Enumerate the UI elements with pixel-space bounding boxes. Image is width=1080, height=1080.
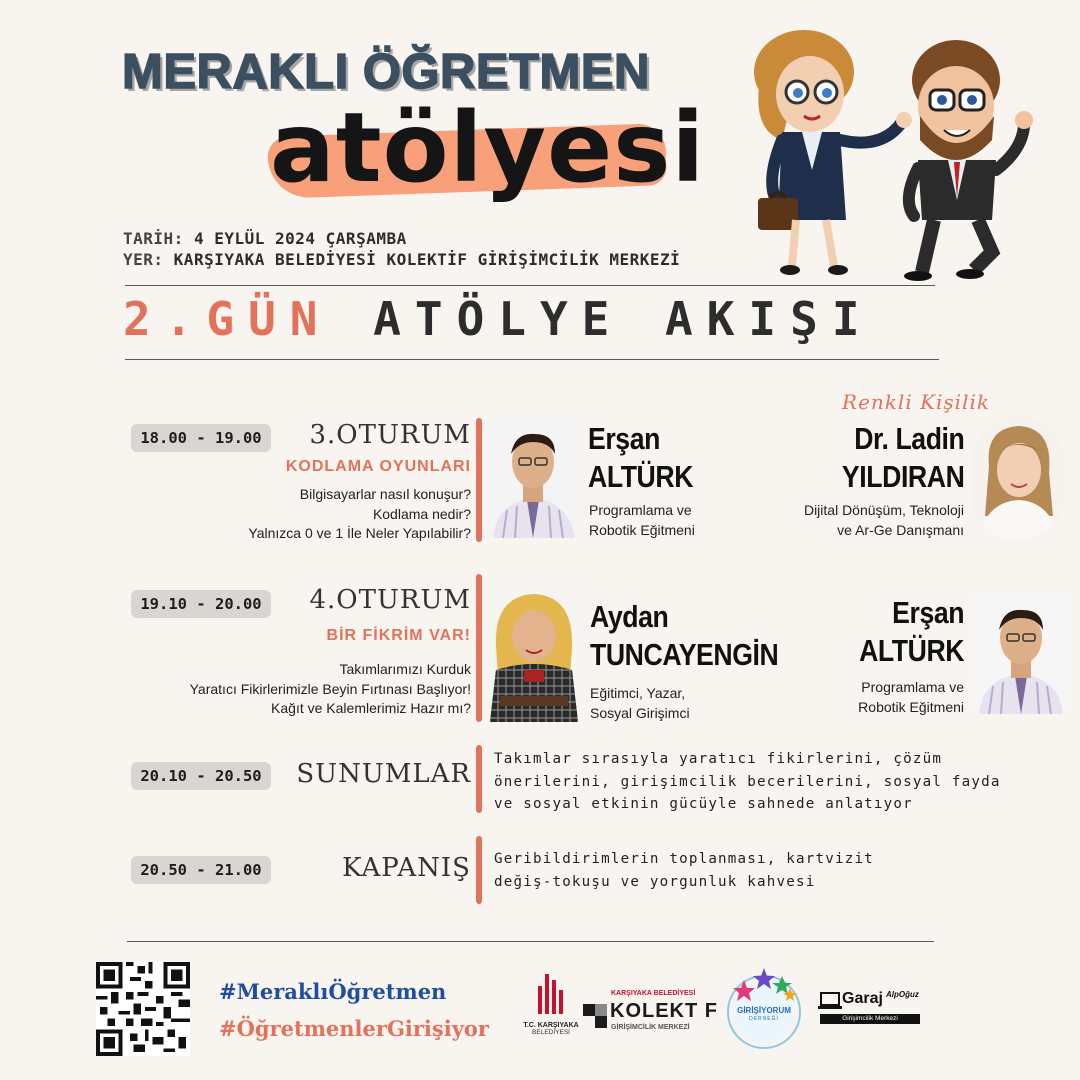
speaker-photo-ersan: [487, 418, 580, 538]
hashtag-ogretmenler-girisiyor[interactable]: #ÖğretmenlerGirişiyor: [219, 1016, 489, 1041]
role-line: Dijital Dönüşüm, Teknoloji: [803, 502, 964, 518]
session-time-pill: 20.10 - 20.50: [131, 762, 271, 790]
speaker-role: [858, 677, 964, 717]
speaker-last-name: TUNCAYENGİN: [590, 637, 779, 672]
place-label: YER:: [123, 250, 164, 269]
workshop-title-main: atölyesi: [270, 92, 706, 204]
garaj-logo-tag: AlpOğuz: [886, 990, 919, 999]
workshop-title-top: MERAKLI ÖĞRETMEN: [122, 45, 650, 99]
speaker-role: [590, 683, 690, 723]
timeline-bar: [476, 574, 482, 722]
speaker-first-name: Erşan: [588, 421, 660, 456]
role-line: Programlama ve: [861, 679, 964, 695]
kolektif-logo-main: KOLEKT F: [610, 1000, 718, 1022]
divider-under-title: [125, 359, 939, 360]
timeline-bar: [476, 745, 482, 813]
role-line: Robotik Eğitmeni: [589, 522, 695, 538]
laptop-icon: [818, 992, 842, 1010]
speaker-name: [588, 420, 693, 496]
date-label: TARİH:: [123, 229, 184, 248]
session-questions: [190, 660, 471, 719]
session-title: KAPANIŞ: [342, 853, 471, 883]
speaker-photo-aydan: [486, 586, 582, 722]
role-line: ve Ar-Ge Danışmanı: [837, 522, 964, 538]
description-line: önerilerini, girişimcilik becerilerini, sosyal fayda: [494, 773, 1001, 790]
speaker-first-name: Dr. Ladin: [853, 421, 964, 456]
qr-code[interactable]: [96, 962, 190, 1056]
question-line: Yalnızca 0 ve 1 İle Neler Yapılabilir?: [248, 525, 471, 541]
question-line: Takımlarımızı Kurduk: [339, 661, 471, 677]
day-number: 2.GÜN: [123, 292, 332, 346]
kolektif-logo-top: KARŞIYAKA BELEDİYESİ: [611, 990, 696, 997]
session-title: 4.OTURUM: [309, 585, 471, 615]
speaker-name: [590, 598, 778, 674]
question-line: Bilgisayarlar nasıl konuşur?: [299, 486, 471, 502]
speaker-role: [804, 500, 964, 540]
event-date: [123, 229, 407, 248]
speaker-last-name: ALTÜRK: [858, 633, 964, 668]
role-line: Robotik Eğitmeni: [858, 699, 964, 715]
session-description: [494, 848, 874, 893]
question-line: Kodlama nedir?: [372, 505, 471, 522]
kolektif-logo: [583, 990, 718, 1036]
girisiyorum-dernegi-logo: [724, 966, 804, 1050]
karsiyaka-belediyesi-logo: [515, 972, 587, 1048]
garaj-alpoguz-logo: [818, 990, 922, 1026]
timeline-bar: [476, 836, 482, 904]
date-value: 4 EYLÜL 2024 ÇARŞAMBA: [193, 229, 407, 248]
karsiyaka-logo-line1: T.C. KARŞIYAKA: [523, 1022, 579, 1029]
session-time-pill: 18.00 - 19.00: [131, 424, 271, 452]
speaker-first-name: Erşan: [892, 595, 964, 630]
speaker-photo-ladin: [971, 416, 1065, 540]
session-time-pill: 19.10 - 20.00: [131, 590, 271, 618]
timeline-bar: [476, 418, 482, 542]
description-line: değiş-tokuşu ve yorgunluk kahvesi: [494, 873, 816, 890]
kolektif-logo-bottom: GİRİŞİMCİLİK MERKEZİ: [611, 1024, 690, 1031]
teacher-cartoon-illustration: [742, 20, 1042, 282]
session-title: 3.OTURUM: [309, 420, 471, 450]
question-line: Kağıt ve Kalemlerimiz Hazır mı?: [271, 700, 471, 716]
place-value: KARŞIYAKA BELEDİYESİ KOLEKTİF GİRİŞİMCİLİK MERKEZİ: [173, 250, 681, 269]
description-line: ve sosyal etkinin gücüyle sahnede anlatıyor: [494, 796, 913, 812]
speaker-tag-renkli-kisilik: Renkli Kişilik: [842, 390, 990, 414]
role-line: Eğitimci, Yazar,: [590, 685, 686, 701]
session-description: [494, 748, 1001, 816]
session-questions: [248, 485, 471, 544]
role-line: Sosyal Girişimci: [590, 705, 690, 721]
hashtag-merakli-ogretmen[interactable]: #MeraklıÖğretmen: [219, 979, 447, 1004]
divider-top: [125, 285, 935, 286]
girisiyorum-logo-main: GİRİŞİYORUM: [737, 1006, 791, 1015]
speaker-name: [842, 420, 964, 496]
speaker-photo-ersan: [973, 592, 1069, 714]
session-subtitle: BİR FİKRİM VAR!: [326, 627, 471, 644]
session-time-pill: 20.50 - 21.00: [131, 856, 271, 884]
event-place: [123, 250, 680, 269]
speaker-first-name: Aydan: [590, 599, 669, 634]
speaker-last-name: ALTÜRK: [588, 459, 694, 494]
speaker-name: [859, 594, 964, 670]
karsiyaka-emblem-icon: [515, 972, 587, 1018]
kolektif-square-icon: [583, 1004, 607, 1028]
description-line: Takımlar sırasıyla yaratıcı fikirlerini, çözüm: [494, 751, 943, 767]
divider-footer: [127, 941, 934, 942]
session-title: SUNUMLAR: [296, 759, 471, 789]
karsiyaka-logo-line2: BELEDİYESİ: [532, 1029, 570, 1036]
description-line: Geribildirimlerin toplanması, kartvizit: [494, 851, 874, 867]
speaker-last-name: YILDIRAN: [841, 459, 964, 494]
garaj-logo-sub: Girişimcilik Merkezi: [820, 1014, 920, 1024]
session-subtitle: KODLAMA OYUNLARI: [285, 458, 471, 475]
day-schedule-title: [123, 292, 874, 346]
schedule-heading: ATÖLYE AKIŞI: [373, 292, 874, 346]
speaker-role: [589, 500, 695, 540]
question-line: Yaratıcı Fikirlerimizle Beyin Fırtınası Başlıyor!: [189, 680, 471, 697]
girisiyorum-logo-sub: DERNEĞİ: [749, 1016, 779, 1022]
garaj-logo-main: Garaj: [842, 990, 883, 1007]
role-line: Programlama ve: [589, 502, 692, 518]
